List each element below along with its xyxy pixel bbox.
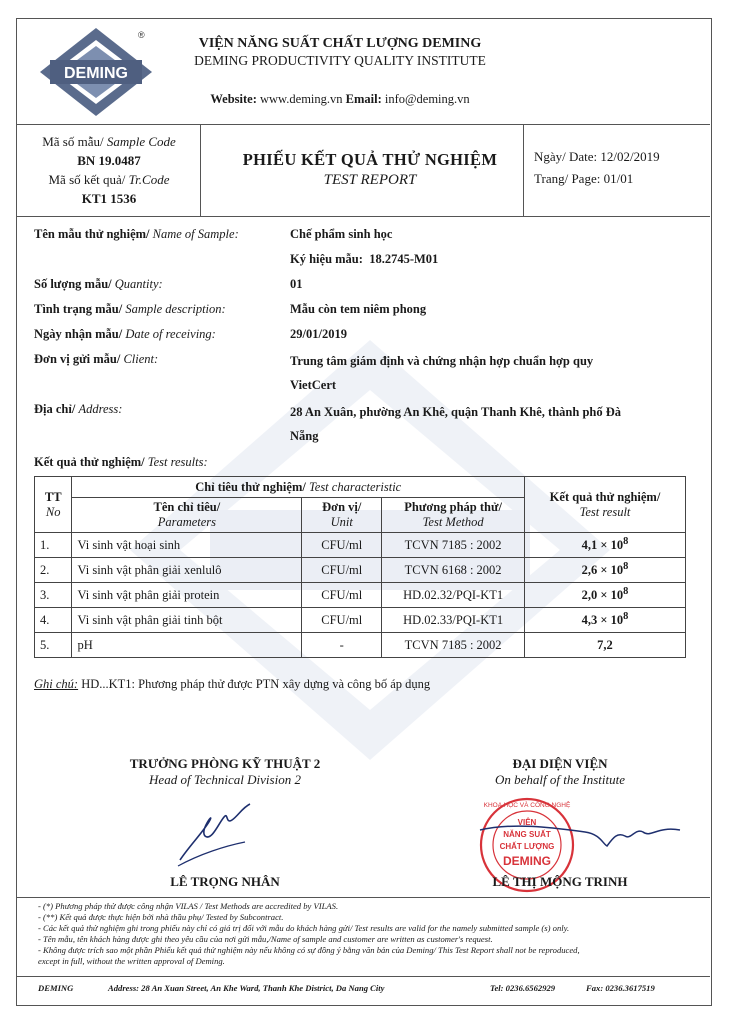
svg-text:®: ® [138, 30, 145, 40]
sample-name-label: Tên mẫu thử nghiệm/ Name of Sample: [34, 227, 239, 241]
address-label: Địa chỉ/ Address: [34, 402, 123, 416]
institute-name-en: DEMING PRODUCTIVITY QUALITY INSTITUTE [194, 53, 486, 68]
table-row: 3. Vi sinh vật phân giải protein CFU/ml HD.02.32/PQI-KT1 $2,0 \times 10^8$ [35, 583, 686, 608]
note-line [34, 677, 430, 692]
col-param-header: Tên chỉ tiêu/ Parameters [72, 498, 302, 533]
col-no-header: TT No [35, 477, 72, 533]
report-date: Ngày/ Date: 12/02/2019 [534, 149, 660, 164]
divider [17, 216, 710, 217]
result-value: $2,6 \times 10^8$ [524, 558, 685, 583]
svg-text:DEMING: DEMING [64, 65, 128, 82]
client-value-line2: VietCert [290, 378, 337, 392]
table-header-row [35, 477, 686, 498]
results-table [34, 476, 686, 658]
col-method-header: Phương pháp thử/ Test Method [382, 498, 525, 533]
report-title-en: TEST REPORT [323, 172, 417, 188]
col-unit-header: Đơn vị/ Unit [302, 498, 382, 533]
footnote: except in full, without the written approval of Deming. [38, 956, 225, 966]
right-signer-title-en: On behalf of the Institute [495, 772, 625, 787]
right-signer-title-vn: ĐẠI DIỆN VIỆN [512, 756, 608, 771]
table-row: 4. Vi sinh vật phân giải tinh bột CFU/ml HD.02.33/PQI-KT1 $4,3 \times 10^8$ [35, 608, 686, 633]
result-value: 7,2 [524, 633, 685, 658]
table-row: 5. pH - TCVN 7185 : 2002 7,2 [35, 633, 686, 658]
footer-tel: Tel: 0236.6562929 [490, 983, 556, 993]
left-signature [170, 790, 280, 870]
address-value-line1: 28 An Xuân, phường An Khê, quận Thanh Khê, thành phố Đà [290, 405, 622, 419]
sample-name-value: Chế phẩm sinh học [290, 227, 393, 241]
report-title-vn: PHIẾU KẾT QUẢ THỬ NGHIỆM [242, 150, 498, 169]
footer-address: Address: 28 An Xuan Street, An Khe Ward, Thanh Khe District, Da Nang City [108, 983, 385, 993]
divider [17, 124, 710, 125]
svg-text:NĂNG SUẤT: NĂNG SUẤT [503, 830, 551, 839]
svg-text:VIỆN: VIỆN [517, 818, 537, 827]
result-value: $4,1 \times 10^8$ [524, 533, 685, 558]
right-signer-name: LÊ THỊ MỘNG TRINH [492, 874, 628, 889]
quantity-value: 01 [290, 277, 303, 291]
quantity-label: Số lượng mẫu/ Quantity: [34, 277, 163, 291]
sample-description-value: Mẫu còn tem niêm phong [290, 302, 427, 316]
svg-text:CHẤT LƯỢNG: CHẤT LƯỢNG [499, 842, 555, 851]
divider [17, 897, 710, 898]
left-signer-title-vn: TRƯỞNG PHÒNG KỸ THUẬT 2 [129, 756, 321, 771]
svg-text:DEMING: DEMING [503, 854, 551, 868]
sample-code-label: Mã số mẫu/ Sample Code [42, 134, 176, 149]
note-label: Ghi chú: [34, 677, 79, 691]
client-label: Đơn vị gửi mẫu/ Client: [34, 352, 159, 366]
divider [523, 124, 524, 216]
note-text: HD...KT1: Phương pháp thử được PTN xây dựng và công bố áp dụng [81, 677, 431, 691]
report-page: Trang/ Page: 01/01 [534, 171, 634, 186]
footnote: - Tên mẫu, tên khách hàng được ghi theo yêu cầu của nơi gửi mẫu,/Name of sample and customer are written as customer's request. [38, 934, 493, 944]
footnote: - Các kết quả thử nghiệm ghi trong phiếu này chỉ có giá trị đối với mẫu do khách hàng gửi/ Test results are valid for the namely submitted sample (s) only. [38, 923, 570, 933]
divider [17, 976, 710, 977]
footer-fax: Fax: 0236.3617519 [586, 983, 655, 993]
table-row: 2. Vi sinh vật phân giải xenlulô CFU/ml TCVN 6168 : 2002 $2,6 \times 10^8$ [35, 558, 686, 583]
col-characteristic-header: Chỉ tiêu thử nghiệm/ Test characteristic [72, 477, 525, 498]
col-result-header: Kết quả thử nghiệm/ Test result [524, 477, 685, 533]
website-label: Website: [210, 92, 257, 106]
sample-code-value: BN 19.0487 [77, 153, 141, 168]
sample-symbol: Ký hiệu mẫu: 18.2745-M01 [290, 252, 439, 266]
left-signer-title-en: Head of Technical Division 2 [149, 772, 301, 787]
website-line [160, 92, 520, 107]
divider [200, 124, 201, 216]
table-row: 1. Vi sinh vật hoại sinh CFU/ml TCVN 7185 : 2002 $4,1 \times 10^8$ [35, 533, 686, 558]
test-results-label: Kết quả thử nghiệm/ Test results: [34, 455, 208, 469]
website-value: www.deming.vn [260, 92, 343, 106]
sample-description-label: Tình trạng mẫu/ Sample description: [34, 302, 226, 316]
footnote: - (**) Kết quả được thực hiện bởi nhà thầu phụ/ Tested by Subcontract. [38, 912, 284, 922]
client-value-line1: Trung tâm giám định và chứng nhận hợp chuẩn hợp quy [290, 354, 594, 368]
footnote: - Không được trích sao một phần Phiếu kết quả thử nghiệm này nếu không có sự đồng ý bằng văn bản của Deming/ This Test Report shall not be reproduced, [38, 945, 580, 955]
address-value-line2: Nẵng [290, 429, 319, 443]
tr-code-label: Mã số kết quả/ Tr.Code [48, 172, 170, 187]
svg-text:KHOA HỌC VÀ CÔNG NGHỆ: KHOA HỌC VÀ CÔNG NGHỆ [483, 802, 571, 809]
right-signature [475, 810, 685, 870]
footnote: - (*) Phương pháp thử được công nhận VILAS / Test Methods are accredited by VILAS. [38, 901, 339, 911]
receiving-date-label: Ngày nhận mẫu/ Date of receiving: [34, 327, 216, 341]
left-signer-name: LÊ TRỌNG NHÂN [170, 874, 280, 889]
deming-logo [36, 24, 156, 120]
result-value: $2,0 \times 10^8$ [524, 583, 685, 608]
email-value: info@deming.vn [384, 92, 470, 106]
tr-code-value: KT1 1536 [81, 191, 137, 206]
footer-brand: DEMING [38, 983, 74, 993]
institute-name-vn: VIỆN NĂNG SUẤT CHẤT LƯỢNG DEMING [198, 36, 482, 51]
result-value: $4,3 \times 10^8$ [524, 608, 685, 633]
email-label: Email: [345, 92, 382, 106]
receiving-date-value: 29/01/2019 [290, 327, 347, 341]
